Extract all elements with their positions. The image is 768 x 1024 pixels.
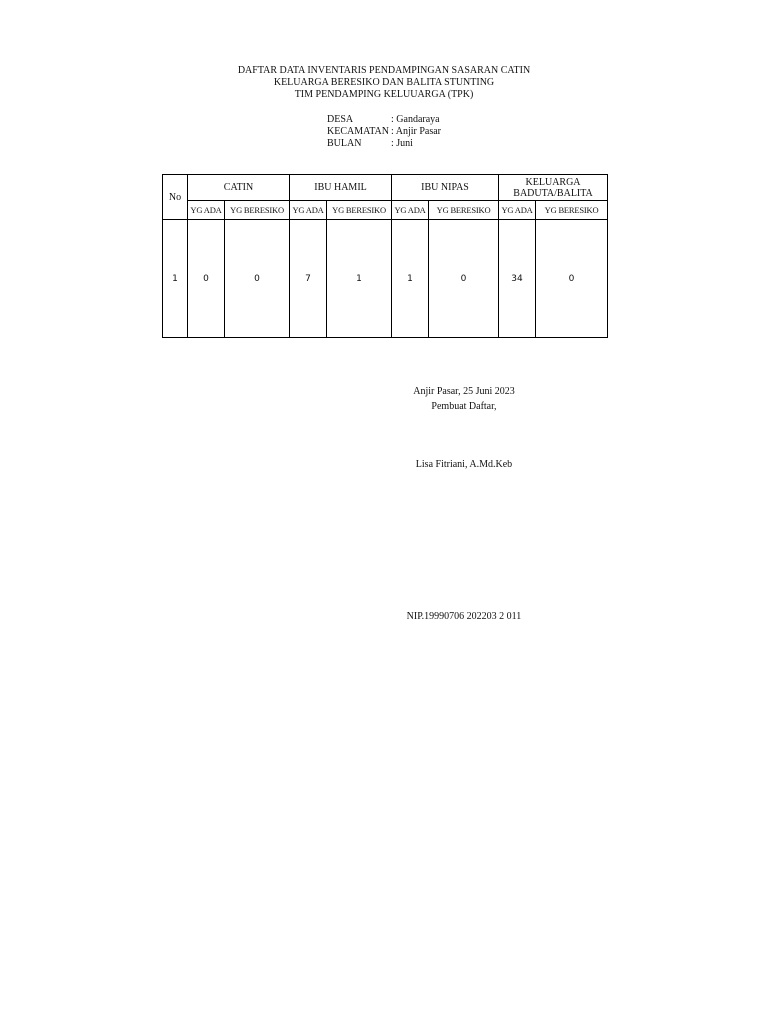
sub-header-yg-beresiko: YG BERESIKO bbox=[536, 201, 608, 220]
sub-header-yg-beresiko: YG BERESIKO bbox=[225, 201, 290, 220]
info-block bbox=[327, 114, 441, 150]
signature-nip: NIP.19990706 202203 2 011 bbox=[406, 611, 522, 622]
cell-ibu-nipas-yg-ada: 1 bbox=[392, 220, 429, 338]
inventory-table bbox=[162, 174, 608, 338]
cell-no: 1 bbox=[163, 220, 188, 338]
title-line-1: DAFTAR DATA INVENTARIS PENDAMPINGAN SASARAN CATIN bbox=[237, 65, 531, 76]
info-label: DESA bbox=[327, 114, 354, 125]
header-row-groups bbox=[163, 175, 608, 201]
signature-place-date: Anjir Pasar, 25 Juni 2023 bbox=[413, 386, 515, 397]
cell-ibu-hamil-yg-ada: 7 bbox=[290, 220, 327, 338]
header-group-catin: CATIN bbox=[188, 175, 290, 201]
sub-header-yg-beresiko: YG BERESIKO bbox=[429, 201, 499, 220]
info-value: : Juni bbox=[391, 138, 413, 149]
info-label: KECAMATAN bbox=[327, 126, 389, 137]
info-value: : Gandaraya bbox=[391, 114, 440, 125]
sub-header-yg-ada: YG ADA bbox=[188, 201, 225, 220]
sub-header-yg-ada: YG ADA bbox=[290, 201, 327, 220]
sub-header-yg-beresiko: YG BERESIKO bbox=[327, 201, 392, 220]
cell-keluarga-yg-beresiko: 0 bbox=[536, 220, 608, 338]
header-group-keluarga-baduta-balita: KELUARGA BADUTA/BALITA bbox=[499, 175, 608, 201]
cell-keluarga-yg-ada: 34 bbox=[499, 220, 536, 338]
table-row bbox=[163, 220, 608, 338]
document-title bbox=[0, 65, 768, 101]
title-line-3: TIM PENDAMPING KELUUARGA (TPK) bbox=[294, 89, 474, 100]
signature-role: Pembuat Daftar, bbox=[431, 401, 497, 412]
info-row-bulan bbox=[327, 138, 441, 150]
header-no: No bbox=[163, 175, 188, 220]
info-row-kecamatan bbox=[327, 126, 441, 138]
info-label: BULAN bbox=[327, 138, 362, 149]
cell-catin-yg-ada: 0 bbox=[188, 220, 225, 338]
info-row-desa bbox=[327, 114, 441, 126]
signature-name: Lisa Fitriani, A.Md.Keb bbox=[415, 459, 513, 470]
sub-header-yg-ada: YG ADA bbox=[499, 201, 536, 220]
header-group-ibu-hamil: IBU HAMIL bbox=[290, 175, 392, 201]
header-row-sub bbox=[163, 201, 608, 220]
cell-ibu-hamil-yg-beresiko: 1 bbox=[327, 220, 392, 338]
info-value: : Anjir Pasar bbox=[391, 126, 441, 137]
cell-ibu-nipas-yg-beresiko: 0 bbox=[429, 220, 499, 338]
header-group-ibu-nipas: IBU NIPAS bbox=[392, 175, 499, 201]
title-line-2: KELUARGA BERESIKO DAN BALITA STUNTING bbox=[273, 77, 495, 88]
cell-catin-yg-beresiko: 0 bbox=[225, 220, 290, 338]
sub-header-yg-ada: YG ADA bbox=[392, 201, 429, 220]
